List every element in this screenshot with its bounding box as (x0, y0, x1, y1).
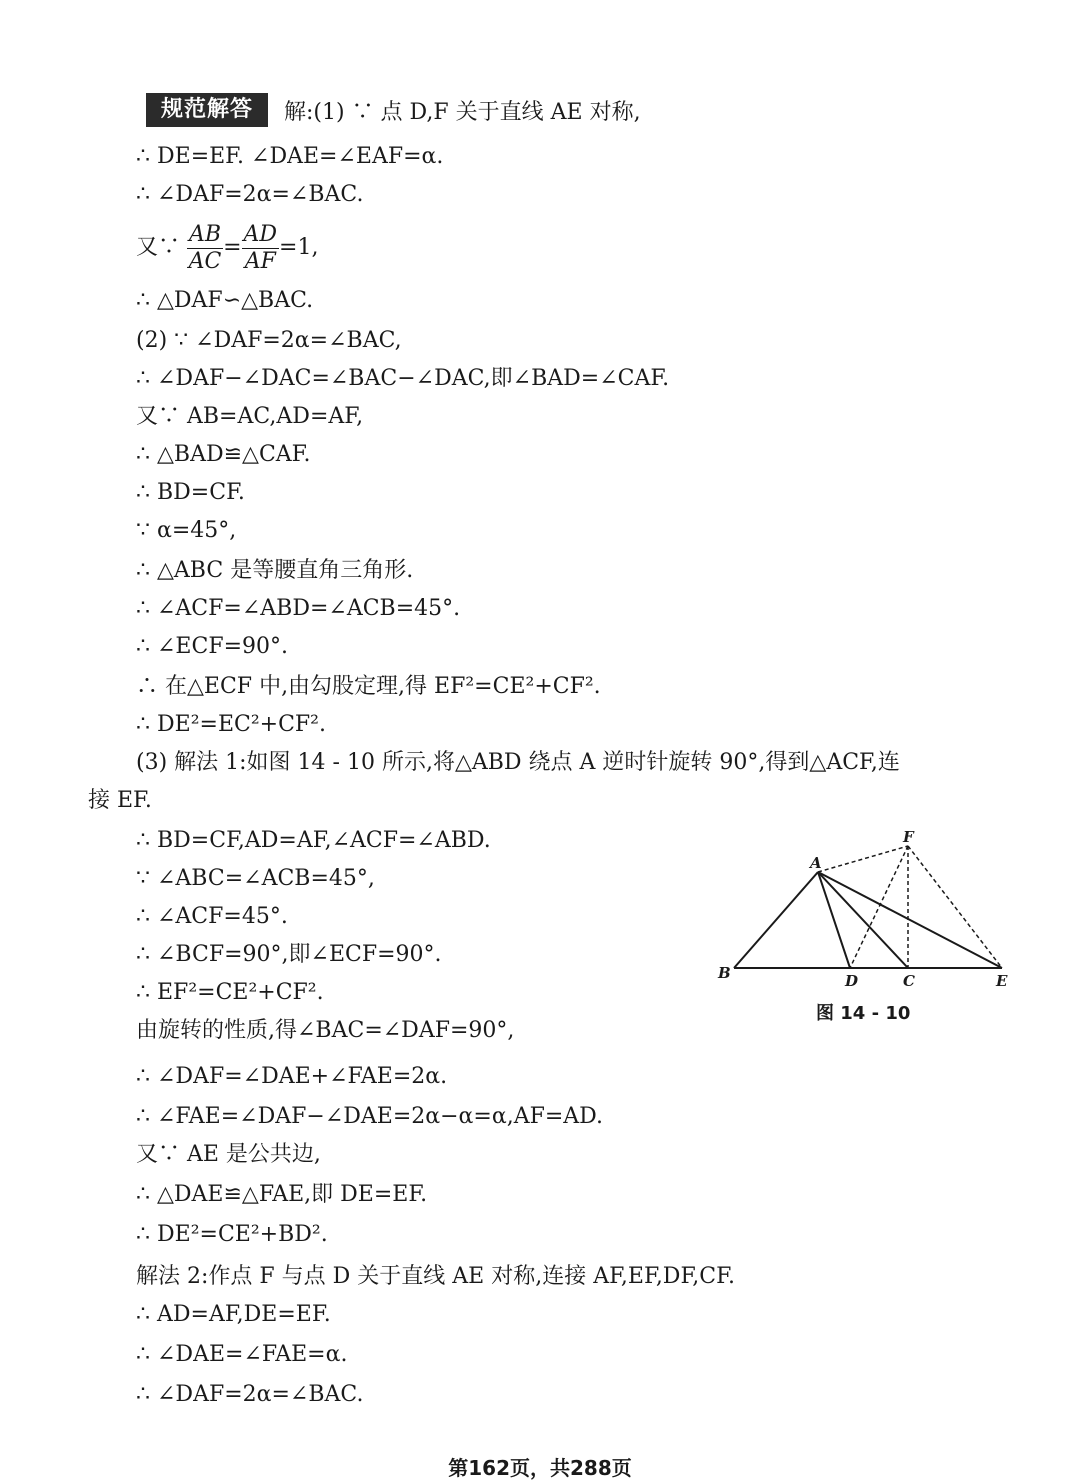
point-label-a: A (810, 854, 822, 872)
fraction-denominator: AC (188, 248, 222, 274)
segment-fe-dashed (908, 846, 1002, 968)
fraction-line (136, 220, 318, 276)
segment-fd-dashed (850, 846, 908, 968)
text-line: ∵ α=45°, (136, 518, 237, 543)
text-line: 解:(1) ∵ 点 D,F 关于直线 AE 对称, (284, 100, 641, 125)
text-line: 由旋转的性质,得∠BAC=∠DAF=90°, (136, 1018, 515, 1043)
text-line: ∴ BD=CF. (136, 480, 245, 505)
text-line: ∴ BD=CF,AD=AF,∠ACF=∠ABD. (136, 828, 491, 853)
text-line: 解法 2:作点 F 与点 D 关于直线 AE 对称,连接 AF,EF,DF,CF. (136, 1264, 735, 1289)
text-line: ∴ ∠DAF=∠DAE+∠FAE=2α. (136, 1064, 448, 1089)
equals-sign: = (223, 235, 242, 260)
text-line: ∴ ∠DAF=2α=∠BAC. (136, 1382, 364, 1407)
fraction-ad-af (242, 222, 280, 275)
point-label-e: E (996, 972, 1008, 990)
text-line: ∴ AD=AF,DE=EF. (136, 1302, 331, 1327)
segment-ac (818, 872, 908, 968)
text-line: ∴ DE²=CE²+BD². (136, 1222, 328, 1247)
text-line: ∴ ∠DAF=2α=∠BAC. (136, 182, 364, 207)
text-line: ∴ ∠DAF−∠DAC=∠BAC−∠DAC,即∠BAD=∠CAF. (136, 366, 670, 391)
figure-caption: 图 14 - 10 (816, 1003, 911, 1024)
text-line: ∴ ∠ECF=90°. (136, 634, 289, 659)
text-line: ∴ 在△ECF 中,由勾股定理,得 EF²=CE²+CF². (136, 674, 601, 699)
page-footer: 第162页，共288页 (448, 1456, 632, 1480)
fraction-suffix: =1, (279, 235, 319, 260)
segment-ab (734, 872, 818, 968)
fraction-numerator: AD (243, 221, 278, 247)
fraction-numerator: AB (189, 221, 222, 247)
point-label-c: C (903, 972, 915, 990)
text-line: ∴ DE²=EC²+CF². (136, 712, 326, 737)
point-label-f: F (903, 828, 914, 846)
segment-af-dashed (818, 846, 908, 872)
section-badge: 规范解答 (146, 93, 268, 127)
fraction-prefix: 又∵ (136, 235, 181, 260)
text-line: ∴ △DAF∽△BAC. (136, 288, 314, 313)
fraction-ab-ac (187, 222, 223, 275)
text-line: ∴ ∠BCF=90°,即∠ECF=90°. (136, 942, 442, 967)
text-line: ∴ △BAD≌△CAF. (136, 442, 311, 467)
text-line: ∴ ∠FAE=∠DAF−∠DAE=2α−α=α,AF=AD. (136, 1104, 604, 1129)
point-label-b: B (718, 964, 731, 982)
text-line: 又∵ AB=AC,AD=AF, (136, 404, 364, 429)
text-line: ∴ △DAE≌△FAE,即 DE=EF. (136, 1182, 428, 1207)
text-line: ∵ ∠ABC=∠ACB=45°, (136, 866, 375, 891)
text-line: 接 EF. (88, 788, 152, 813)
text-line: ∴ △ABC 是等腰直角三角形. (136, 558, 414, 583)
text-line: ∴ ∠ACF=∠ABD=∠ACB=45°. (136, 596, 461, 621)
text-line: ∴ EF²=CE²+CF². (136, 980, 324, 1005)
text-line: (2) ∵ ∠DAF=2α=∠BAC, (136, 328, 402, 353)
geometry-figure (712, 826, 1032, 1026)
point-label-d: D (845, 972, 859, 990)
text-line: 又∵ AE 是公共边, (136, 1142, 321, 1167)
text-line: ∴ ∠DAE=∠FAE=α. (136, 1342, 348, 1367)
fraction-denominator: AF (244, 248, 276, 274)
text-line: ∴ DE=EF. ∠DAE=∠EAF=α. (136, 144, 444, 169)
text-line: ∴ ∠ACF=45°. (136, 904, 288, 929)
text-line: (3) 解法 1:如图 14 - 10 所示,将△ABD 绕点 A 逆时针旋转 90°,得到△ACF,连 (136, 750, 900, 775)
